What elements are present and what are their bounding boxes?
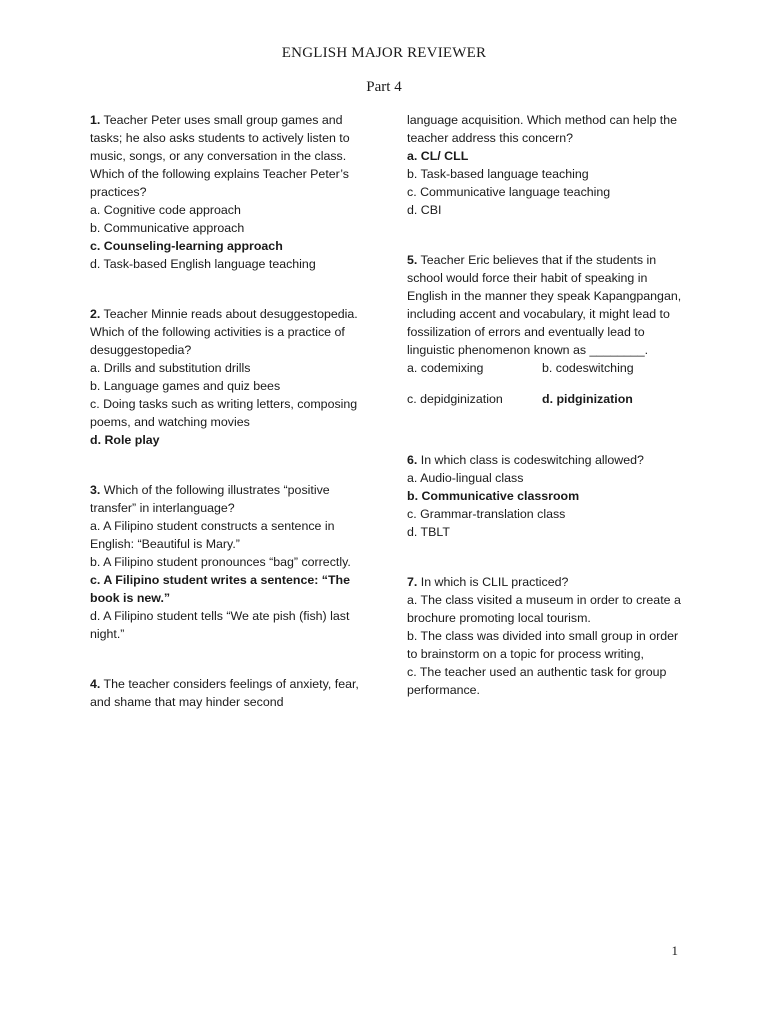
document-part: Part 4 — [366, 79, 402, 95]
question-1-option-a: a. Cognitive code approach — [90, 203, 241, 217]
question-1-number: 1. — [90, 113, 101, 127]
question-2-option-c: c. Doing tasks such as writing letters, composing poems, and watching movies — [90, 397, 358, 429]
question-1-stem — [90, 111, 370, 201]
question-3-option-d: d. A Filipino student tells “We ate pish (fish) last night.” — [90, 609, 350, 641]
question-5-number: 5. — [407, 253, 418, 267]
question-6-stem — [407, 451, 682, 469]
question-3-option-c: c. A Filipino student writes a sentence: “The book is new.” — [90, 573, 351, 605]
question-4-option-d: d. CBI — [407, 203, 442, 217]
question-7-option-b: b. The class was divided into small group in order to brainstorm on a topic for process writing, — [407, 629, 679, 661]
document-title: ENGLISH MAJOR REVIEWER — [281, 45, 487, 61]
question-2-number: 2. — [90, 307, 101, 321]
question-3-option-b: b. A Filipino student pronounces “bag” correctly. — [90, 555, 351, 569]
question-1-option-d: d. Task-based English language teaching — [90, 257, 316, 271]
question-5-option-a: a. codemixing — [407, 361, 484, 375]
right-column — [407, 111, 682, 699]
question-2-option-d: d. Role play — [90, 433, 160, 447]
page-number: 1 — [671, 943, 678, 958]
question-3-option-a: a. A Filipino student constructs a sentence in English: “Beautiful is Mary.” — [90, 519, 335, 551]
question-6-option-a: a. Audio-lingual class — [407, 471, 524, 485]
question-7-text: In which is CLIL practiced? — [417, 575, 569, 589]
question-7-number: 7. — [407, 575, 418, 589]
question-6-number: 6. — [407, 453, 418, 467]
question-1-text: Teacher Peter uses small group games and tasks; he also asks students to actively listen to music, songs, or any conversation in the class. Which of the following explains Teacher Peter’s practices? — [90, 113, 350, 199]
question-5-options-row-2 — [407, 390, 682, 408]
question-6-option-c: c. Grammar-translation class — [407, 507, 566, 521]
question-3-stem — [90, 481, 370, 517]
question-5-option-b: b. codeswitching — [542, 361, 634, 375]
question-1-option-c: c. Counseling-learning approach — [90, 239, 283, 253]
question-6-option-b: b. Communicative classroom — [407, 489, 580, 503]
question-5-option-d: d. pidginization — [542, 392, 633, 406]
question-5-stem — [407, 251, 682, 359]
question-5-option-c: c. depidginization — [407, 392, 503, 406]
question-2-stem — [90, 305, 370, 359]
question-6-option-d: d. TBLT — [407, 525, 450, 539]
question-6-text: In which class is codeswitching allowed? — [417, 453, 644, 467]
question-2-text: Teacher Minnie reads about desuggestopedia. Which of the following activities is a practice of desuggestopedia? — [90, 307, 358, 357]
left-column — [90, 111, 370, 711]
question-3-number: 3. — [90, 483, 101, 497]
question-5-text: Teacher Eric believes that if the students in school would force their habit of speaking in English in the manner they speak Kapangpangan, including accent and vocabulary, it might lead to fossilization of errors and eventually lead to linguistic phenomenon known as ________. — [407, 253, 682, 357]
question-2-option-a: a. Drills and substitution drills — [90, 361, 251, 375]
question-5-options-row-1 — [407, 359, 682, 377]
question-4-text-start: The teacher considers feelings of anxiety, fear, and shame that may hinder second — [90, 677, 359, 709]
question-7-stem — [407, 573, 682, 591]
question-3-text: Which of the following illustrates “positive transfer” in interlanguage? — [90, 483, 330, 515]
question-7-option-c: c. The teacher used an authentic task for group performance. — [407, 665, 667, 697]
question-4-option-a: a. CL/ CLL — [407, 149, 469, 163]
question-4-stem-continued: language acquisition. Which method can help the teacher address this concern? — [407, 113, 678, 145]
question-1-option-b: b. Communicative approach — [90, 221, 245, 235]
question-4-stem-start — [90, 675, 370, 711]
question-4-option-c: c. Communicative language teaching — [407, 185, 611, 199]
question-4-option-b: b. Task-based language teaching — [407, 167, 589, 181]
question-4-number: 4. — [90, 677, 101, 691]
question-7-option-a: a. The class visited a museum in order to create a brochure promoting local tourism. — [407, 593, 681, 625]
question-2-option-b: b. Language games and quiz bees — [90, 379, 281, 393]
